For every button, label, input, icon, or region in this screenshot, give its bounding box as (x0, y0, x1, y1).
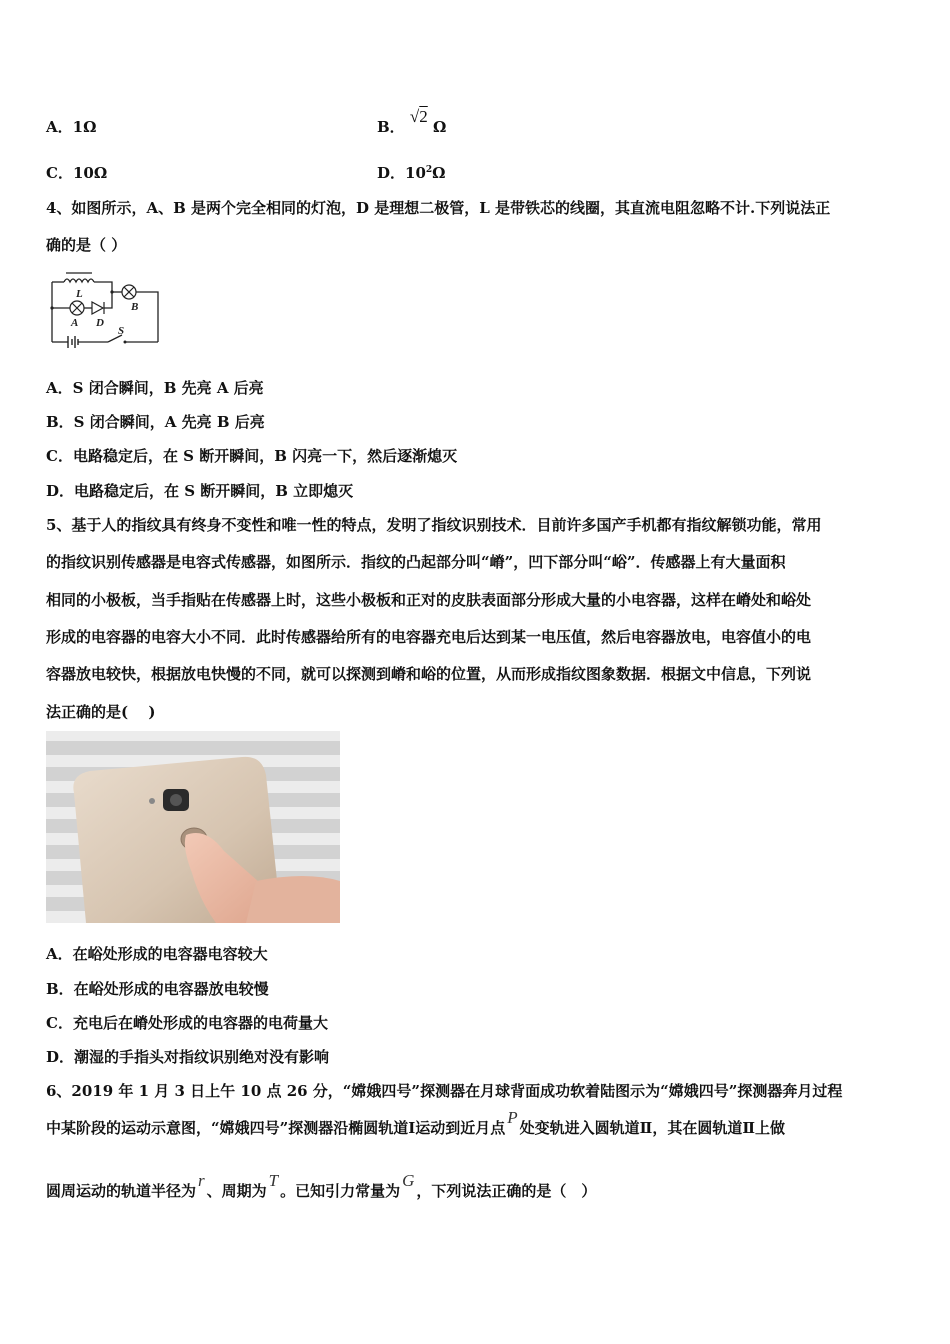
q3-option-b-radicand: 2 (419, 107, 428, 126)
diode-d (92, 302, 104, 314)
q3-option-b (377, 107, 447, 137)
q3-option-d-exponent: 2 (425, 165, 433, 175)
var-t: T (268, 1171, 279, 1190)
fingerprint-phone-photo (46, 731, 340, 923)
q3-option-d (377, 162, 446, 183)
q5-stem-line-2: 的指纹识别传感器是电容式传感器，如图所示．指纹的凸起部分叫“嵴”，凹下部分叫“峪”．传感器上有大量面积 (46, 553, 786, 571)
label-s: S (118, 325, 125, 337)
q5-stem-line-5: 容器放电较快，根据放电快慢的不同，就可以探测到嵴和峪的位置，从而形成指纹图象数据．根据文中信息，下列说 (46, 665, 812, 683)
q3-option-a: A．1Ω (46, 118, 97, 136)
q5-stem-line-6: 法正确的是( ) (46, 703, 156, 721)
q3-option-c: C．10Ω (46, 164, 108, 182)
label-b: B (131, 301, 139, 313)
q4-option-b: B．S 闭合瞬间，A 先亮 B 后亮 (46, 413, 265, 431)
q4-option-c: C．电路稳定后，在 S 断开瞬间，B 闪亮一下，然后逐渐熄灭 (46, 447, 458, 465)
q5-option-b: B．在峪处形成的电容器放电较慢 (46, 980, 269, 998)
lamp-b (122, 285, 136, 299)
q5-stem-line-1: 5、基于人的指纹具有终身不变性和唯一性的特点，发明了指纹识别技术．目前许多国产手机都有指纹解锁功能，常用 (46, 516, 822, 534)
q5-stem-line-4: 形成的电容器的电容大小不同．此时传感器给所有的电容器充电后达到某一电压值，然后电容器放电，电容值小的电 (46, 628, 812, 646)
q6-stem-line-2 (46, 1108, 785, 1138)
inductor-coil (64, 279, 94, 282)
q5-option-a: A．在峪处形成的电容器电容较大 (46, 945, 268, 963)
lamp-a (70, 301, 84, 315)
label-l: L (76, 288, 83, 300)
q4-option-a: A．S 闭合瞬间，B 先亮 A 后亮 (46, 379, 264, 397)
q4-stem-line-2: 确的是（ ） (46, 236, 127, 254)
q6-stem-line-3 (46, 1171, 597, 1201)
q6-stem-line-1: 6、2019 年 1 月 3 日上午 10 点 26 分，“嫦娥四号”探测器在月球背面成功软着陆图示为“嫦娥四号”探测器奔月过程 (46, 1082, 843, 1100)
label-a: A (71, 317, 79, 329)
q4-stem-line-1: 4、如图所示，A、B 是两个完全相同的灯泡，D 是理想二极管，L 是带铁芯的线圈，其直流电阻忽略不计.下列说法正 (46, 199, 831, 217)
switch-contact (124, 341, 127, 344)
q3-option-d-unit: Ω (432, 164, 446, 182)
q3-option-d-prefix: D．10 (377, 164, 426, 182)
q4-option-d: D．电路稳定后，在 S 断开瞬间，B 立即熄灭 (46, 482, 354, 500)
circuit-diagram (46, 268, 164, 350)
q6-line2-part-b: 处变轨进入圆轨道Ⅱ，其在圆轨道Ⅱ上做 (519, 1119, 785, 1137)
label-d: D (96, 317, 104, 329)
q6-line2-part-a: 中某阶段的运动示意图，“嫦娥四号”探测器沿椭圆轨道Ⅰ运动到近月点 (46, 1119, 506, 1137)
battery (68, 336, 78, 348)
q3-option-b-prefix: B． (377, 118, 405, 136)
var-g: G (402, 1171, 415, 1190)
q6-line3-part-a: 圆周运动的轨道半径为 (46, 1182, 197, 1200)
var-r: r (198, 1171, 205, 1190)
var-p: P (507, 1108, 518, 1127)
q6-line3-part-d: ，下列说法正确的是（ ） (416, 1182, 597, 1200)
q6-line3-part-b: 、周期为 (206, 1182, 267, 1200)
q5-option-d: D．潮湿的手指头对指纹识别绝对没有影响 (46, 1048, 330, 1066)
sqrt-symbol: √2 (409, 107, 428, 126)
q5-stem-line-3: 相同的小极板，当手指贴在传感器上时，这些小极板和正对的皮肤表面部分形成大量的小电容器，这样在嵴处和峪处 (46, 591, 812, 609)
q6-line3-part-c: 。已知引力常量为 (280, 1182, 401, 1200)
q5-option-c: C．充电后在嵴处形成的电容器的电荷量大 (46, 1014, 328, 1032)
q3-option-b-unit: Ω (433, 118, 447, 136)
